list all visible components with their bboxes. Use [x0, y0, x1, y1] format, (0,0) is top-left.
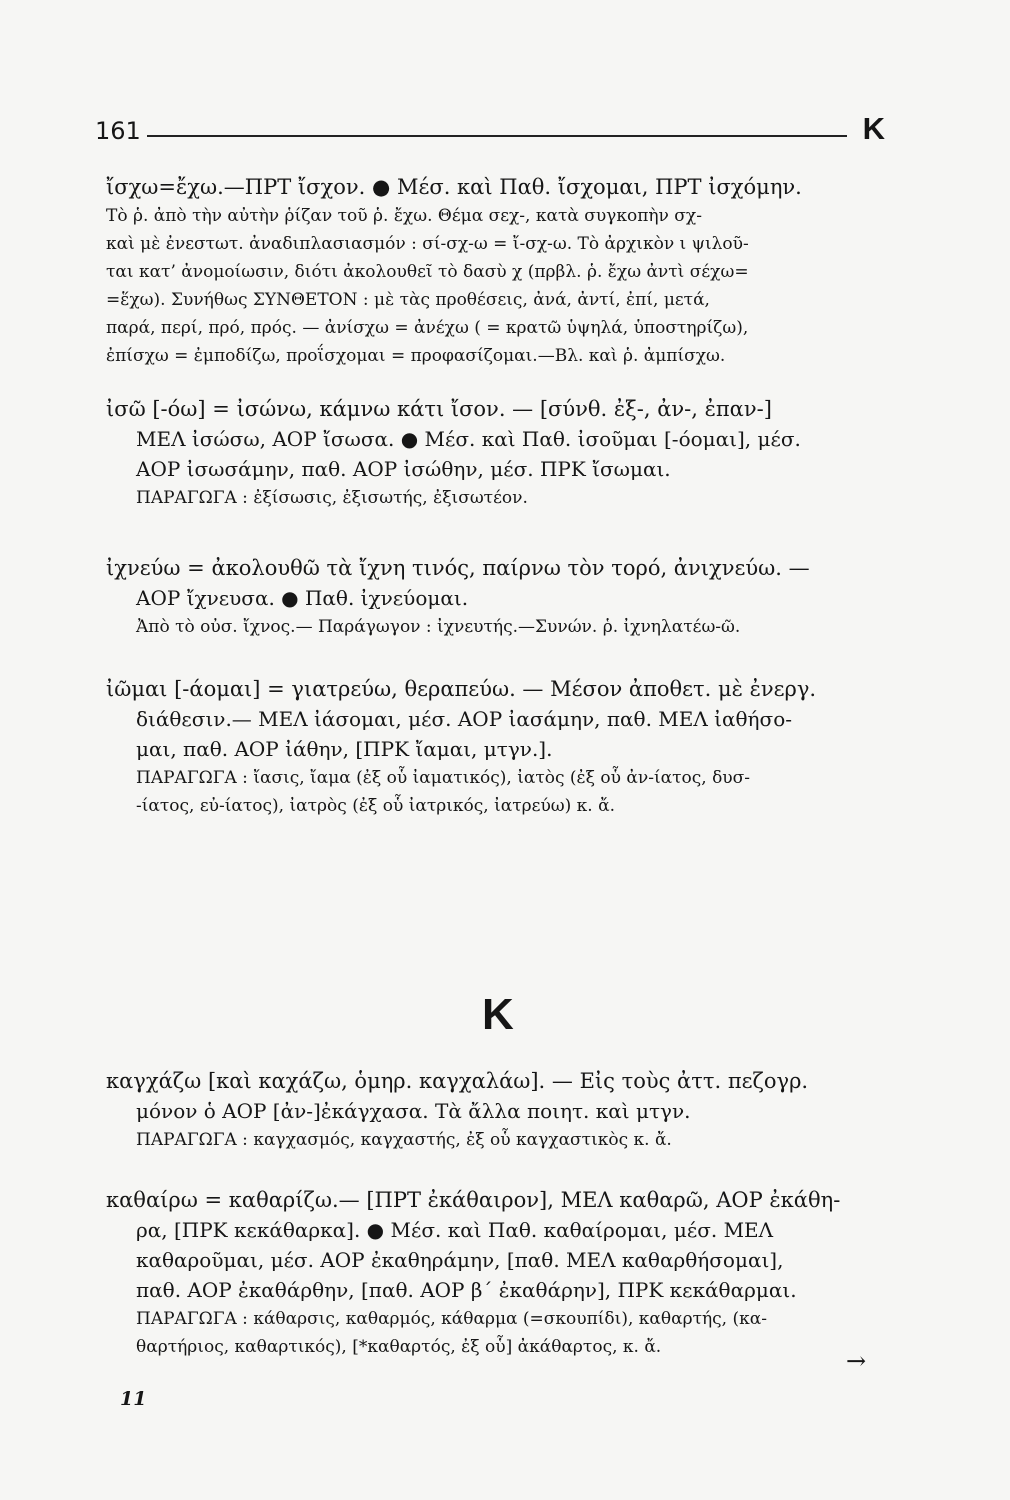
entry-line: διάθεσιν.— ΜΕΛ ἰάσομαι, μέσ. ΑΟΡ ἰασάμην, παθ. ΜΕΛ ἰαθήσο-	[136, 707, 792, 731]
section-letter: Κ	[482, 990, 514, 1039]
entry-line: ἰσῶ [-όω] = ἰσώνω, κάμνω κάτι ἴσον. — [σύνθ. ἐξ-, ἀν-, ἐπαν-]	[106, 397, 772, 421]
entry-line: ἐπίσχω = ἐμποδίζω, προΐσχομαι = προφασίζομαι.—Βλ. καὶ ῥ. ἀμπίσχω.	[106, 346, 726, 366]
entry-line: παρά, περί, πρό, πρός. — ἀνίσχω = ἀνέχω ( = κρατῶ ὑψηλά, ὑποστηρίζω),	[106, 318, 749, 338]
entry-line: Τὸ ῥ. ἀπὸ τὴν αὐτὴν ῥίζαν τοῦ ῥ. ἔχω. Θέμα σεχ-, κατὰ συγκοπὴν σχ-	[106, 206, 702, 226]
entry-line: καγχάζω [καὶ καχάζω, ὁμηρ. καγχαλάω]. — Εἰς τοὺς ἀττ. πεζογρ.	[106, 1069, 809, 1093]
entry-line: -ίατος, εὐ-ίατος), ἰατρὸς (ἐξ οὗ ἰατρικός, ἰατρεύω) κ. ἄ.	[136, 796, 615, 816]
continue-arrow-icon: →	[846, 1347, 867, 1375]
entry-line: καθαροῦμαι, μέσ. ΑΟΡ ἐκαθηράμην, [παθ. ΜΕΛ καθαρθήσομαι],	[136, 1248, 784, 1272]
entry-iomai	[106, 674, 886, 820]
entry-line: καθαίρω = καθαρίζω.— [ΠΡΤ ἐκάθαιρον], ΜΕΛ καθαρῶ, ΑΟΡ ἐκάθη-	[106, 1188, 841, 1212]
entry-line: παθ. ΑΟΡ ἐκαθάρθην, [παθ. ΑΟΡ β΄ ἐκαθάρην], ΠΡΚ κεκάθαρμαι.	[136, 1278, 797, 1302]
entry-line: ΑΟΡ ἰσωσάμην, παθ. ΑΟΡ ἰσώθην, μέσ. ΠΡΚ ἴσωμαι.	[136, 457, 671, 481]
entry-ichneuo	[106, 553, 886, 641]
entry-line: μαι, παθ. ΑΟΡ ἰάθην, [ΠΡΚ ἴαμαι, μτγν.].	[136, 737, 553, 761]
entry-ischo	[106, 172, 886, 370]
entry-line: ἰχνεύω = ἀκολουθῶ τὰ ἴχνη τινός, παίρνω τὸν τορό, ἀνιχνεύω. —	[106, 556, 810, 580]
entry-kagchazo	[106, 1066, 886, 1154]
signature-mark: 11	[120, 1388, 147, 1410]
entry-line: ἰῶμαι [-άομαι] = γιατρεύω, θεραπεύω. — Μέσον ἀποθετ. μὲ ἐνεργ.	[106, 677, 817, 701]
entry-kathairo	[106, 1185, 886, 1361]
entry-line: ΜΕΛ ἰσώσω, ΑΟΡ ἴσωσα. ● Μέσ. καὶ Παθ. ἰσοῦμαι [-όομαι], μέσ.	[136, 427, 801, 451]
page-number: 161	[95, 117, 141, 145]
header-rule	[147, 135, 847, 137]
entry-line: ἴσχω=ἔχω.—ΠΡΤ ἴσχον. ● Μέσ. καὶ Παθ. ἴσχομαι, ΠΡΤ ἰσχόμην.	[106, 175, 802, 199]
entry-line: ΠΑΡΑΓΩΓΑ : ἴασις, ἴαμα (ἐξ οὗ ἰαματικός), ἰατὸς (ἐξ οὗ ἀν-ίατος, δυσ-	[136, 768, 750, 788]
entry-line: Ἀπὸ τὸ οὐσ. ἴχνος.— Παράγωγον : ἰχνευτής.—Συνών. ῥ. ἰχνηλατέω-ῶ.	[136, 617, 741, 637]
page-header	[95, 111, 885, 155]
entry-line: καὶ μὲ ἐνεστωτ. ἀναδιπλασιασμόν : σί-σχ-ω = ἴ-σχ-ω. Τὸ ἀρχικὸν ι ψιλοῦ-	[106, 234, 749, 254]
entry-line: ΠΑΡΑΓΩΓΑ : καγχασμός, καγχαστής, ἐξ οὗ καγχαστικὸς κ. ἄ.	[136, 1130, 672, 1150]
entry-line: =ἕχω). Συνήθως ΣΥΝΘΕΤΟΝ : μὲ τὰς προθέσεις, ἀνά, ἀντί, ἐπί, μετά,	[106, 290, 710, 310]
entry-line: ΠΑΡΑΓΩΓΑ : κάθαρσις, καθαρμός, κάθαρμα (=σκουπίδι), καθαρτής, (κα-	[136, 1309, 767, 1329]
entry-line: ται κατ’ ἀνομοίωσιν, διότι ἀκολουθεῖ τὸ δασὺ χ (πρβλ. ῥ. ἔχω ἀντὶ σέχω=	[106, 262, 749, 282]
entry-line: ΠΑΡΑΓΩΓΑ : ἐξίσωσις, ἐξισωτής, ἐξισωτέον.	[136, 488, 528, 508]
entry-line: ΑΟΡ ἴχνευσα. ● Παθ. ἰχνεύομαι.	[136, 586, 469, 610]
entry-line: ρα, [ΠΡΚ κεκάθαρκα]. ● Μέσ. καὶ Παθ. καθαίρομαι, μέσ. ΜΕΛ	[136, 1218, 774, 1242]
running-letter: Κ	[862, 111, 885, 146]
entry-line: θαρτήριος, καθαρτικός), [*καθαρτός, ἐξ οὗ] ἀκάθαρτος, κ. ἄ.	[136, 1337, 662, 1357]
entry-line: μόνον ὁ ΑΟΡ [ἀν-]ἐκάγχασα. Τὰ ἄλλα ποιητ. καὶ μτγν.	[136, 1099, 691, 1123]
entry-iso	[106, 394, 886, 512]
